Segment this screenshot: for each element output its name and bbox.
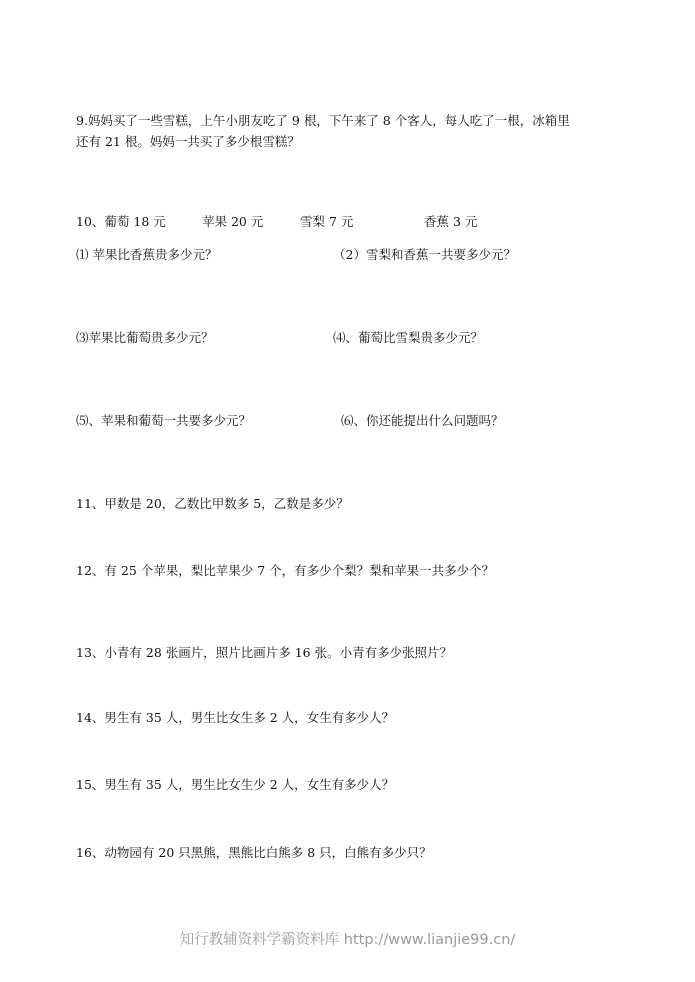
question-9-line-2: 还有 21 根。妈妈一共买了多少根雪糕？ [76,134,300,149]
question-14: 14、男生有 35 人，男生比女生多 2 人，女生有多少人？ [76,710,395,725]
question-16: 16、动物园有 20 只黑熊，黑熊比白熊多 8 只，白熊有多少只？ [76,845,432,860]
question-12: 12、有 25 个苹果，梨比苹果少 7 个，有多少个梨？梨和苹果一共多少个？ [76,563,495,578]
question-10-pear-price: 雪梨 7 元 [300,214,354,229]
question-10-apple-price: 苹果 20 元 [202,214,264,229]
question-10-banana-price: 香蕉 3 元 [424,214,478,229]
question-11: 11、甲数是 20，乙数比甲数多 5，乙数是多少？ [76,496,349,511]
question-10-grape-price: 10、葡萄 18 元 [76,214,166,229]
question-9-line-1: 9.妈妈买了一些雪糕，上午小朋友吃了 9 根，下午来了 8 个客人，每人吃了一根，冰箱里 [76,113,570,128]
question-15: 15、男生有 35 人，男生比女生少 2 人，女生有多少人？ [76,777,395,792]
question-10-sub-1: ⑴ 苹果比香蕉贵多少元？ [76,247,218,262]
question-10-sub-4: ⑷、葡萄比雪梨贵多少元？ [333,330,484,345]
question-13: 13、小青有 28 张画片，照片比画片多 16 张。小青有多少张照片？ [76,645,453,660]
footer-watermark: 知行教辅资料学霸资料库 http://www.lianjie99.cn/ [179,932,516,948]
question-10-sub-5: ⑸、苹果和葡萄一共要多少元？ [76,413,252,428]
question-10-sub-2: （2）雪梨和香蕉一共要多少元？ [333,247,516,262]
question-10-sub-6: ⑹、你还能提出什么问题吗？ [341,413,504,428]
question-10-sub-3: ⑶苹果比葡萄贵多少元？ [76,330,214,345]
